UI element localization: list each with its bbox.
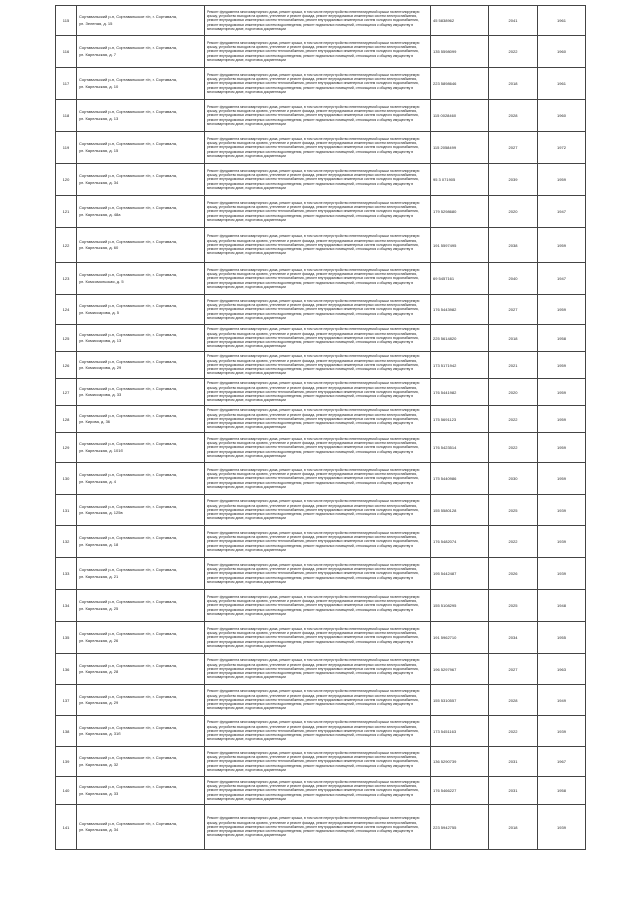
table-row — [56, 716, 586, 747]
table-row — [56, 164, 586, 196]
cost-cell: 155 5108295 — [431, 590, 489, 622]
work-description-text: Ремонт фундамента многоквартирного дома, ремонт крыши, в том числе переустройство невентилируемой крыши на вентилируемую крышу, устройство выходов на кровлю, утепление и ремонт фасада, ремонт внутридомовых инженерных систем электроснабжения, ремонт внутридомовых инженерных систем теплоснабжения, ремонт внутридомовых инженерных систем холодного водоснабжения, ремонт внутридомовых инженерных систем водоотведения, ремонт подвальных помещений, относящихся к общему имуществу в многоквартирном доме, подготовка документации — [207, 136, 420, 158]
address-line-district: Сортавальский р-н, Сортавальское г/п, г. Сортавала, — [79, 412, 178, 418]
table-row — [56, 100, 586, 132]
address-cell — [77, 558, 205, 590]
table-row — [56, 196, 586, 228]
row-number: 131 — [56, 495, 77, 526]
address-line-street: ул. Комиссарова, д. 13 — [79, 338, 122, 343]
work-description-cell — [205, 558, 431, 590]
work-description-cell — [205, 805, 431, 850]
work-description-text: Ремонт фундамента многоквартирного дома, ремонт крыши, в том числе переустройство невентилируемой крыши на вентилируемую крышу, устройство выходов на кровлю, утепление и ремонт фасада, ремонт внутридомовых инженерных систем электроснабжения, ремонт внутридомовых инженерных систем теплоснабжения, ремонт внутридомовых инженерных систем холодного водоснабжения, ремонт внутридомовых инженерных систем водоотведения, ремонт подвальных помещений, относящихся к общему имуществу в многоквартирном доме, подготовка документации — [207, 104, 420, 126]
work-description-text: Ремонт фундамента многоквартирного дома, ремонт крыши, в том числе переустройство невентилируемой крыши на вентилируемую крышу, устройство выходов на кровлю, утепление и ремонт фасада, ремонт внутридомовых инженерных систем электроснабжения, ремонт внутридомовых инженерных систем теплоснабжения, ремонт внутридомовых инженерных систем холодного водоснабжения, ремонт внутридомовых инженерных систем водоотведения, ремонт подвальных помещений, относящихся к общему имуществу в многоквартирном доме, подготовка документации — [207, 9, 420, 31]
work-description-cell — [205, 406, 431, 433]
cost-cell: 155 5580128 — [431, 495, 489, 526]
build-year-cell: 1959 — [538, 463, 586, 495]
address-line-district: Сортавальский р-н, Сортавальское г/п, г. Сортавала, — [79, 503, 178, 509]
cost-cell: 175 5691123 — [431, 406, 489, 433]
address-line-street: ул. Карельская, д. 101б — [79, 447, 123, 453]
repair-year-cell: 2041 — [489, 6, 538, 36]
build-year-cell: 1939 — [538, 805, 586, 850]
address-line-street: ул. Карельская, д. 34 — [79, 179, 119, 185]
address-line-district: Сортавальский р-н, Сортавальское г/п, г. Сортавала, — [79, 784, 178, 790]
table-row — [56, 685, 586, 716]
capital-repair-table — [55, 5, 586, 850]
repair-year-cell: 2030 — [489, 463, 538, 495]
build-year-cell: 1948 — [538, 590, 586, 622]
row-number: 123 — [56, 263, 77, 295]
table-row — [56, 463, 586, 495]
repair-year-cell: 2018 — [489, 68, 538, 100]
repair-year-cell: 2031 — [489, 777, 538, 805]
work-description-cell — [205, 654, 431, 685]
cost-cell: 179 5298680 — [431, 196, 489, 228]
table-row — [56, 777, 586, 805]
address-line-street: ул. Зеленая, д. 15 — [79, 20, 113, 26]
address-cell — [77, 6, 205, 36]
work-description-cell — [205, 295, 431, 325]
work-description-cell — [205, 6, 431, 36]
cost-cell: 69 5457161 — [431, 263, 489, 295]
build-year-cell: 1949 — [538, 685, 586, 716]
work-description-cell — [205, 685, 431, 716]
address-cell — [77, 295, 205, 325]
work-description-text: Ремонт фундамента многоквартирного дома, ремонт крыши, в том числе переустройство невентилируемой крыши на вентилируемую крышу, устройство выходов на кровлю, утепление и ремонт фасада, ремонт внутридомовых инженерных систем электроснабжения, ремонт внутридомовых инженерных систем теплоснабжения, ремонт внутридомовых инженерных систем холодного водоснабжения, ремонт внутридомовых инженерных систем водоотведения, ремонт подвальных помещений, относящихся к общему имуществу в многоквартирном доме, подготовка документации — [207, 267, 420, 289]
work-description-cell — [205, 196, 431, 228]
table-row — [56, 406, 586, 433]
table-row — [56, 132, 586, 164]
table-row — [56, 495, 586, 526]
address-cell — [77, 325, 205, 352]
build-year-cell: 1939 — [538, 495, 586, 526]
work-description-text: Ремонт фундамента многоквартирного дома, ремонт крыши, в том числе переустройство невентилируемой крыши на вентилируемую крышу, устройство выходов на кровлю, утепление и ремонт фасада, ремонт внутридомовых инженерных систем электроснабжения, ремонт внутридомовых инженерных систем теплоснабжения, ремонт внутридомовых инженерных систем холодного водоснабжения, ремонт внутридомовых инженерных систем водоотведения, ремонт подвальных помещений, относящихся к общему имуществу в многоквартирном доме, подготовка документации — [207, 499, 420, 521]
table-row — [56, 622, 586, 654]
work-description-text: Ремонт фундамента многоквартирного дома, ремонт крыши, в том числе переустройство невентилируемой крыши на вентилируемую крышу, устройство выходов на кровлю, утепление и ремонт фасада, ремонт внутридомовых инженерных систем электроснабжения, ремонт внутридомовых инженерных систем теплоснабжения, ремонт внутридомовых инженерных систем холодного водоснабжения, ремонт внутридомовых инженерных систем водоотведения, ремонт подвальных помещений, относящихся к общему имуществу в многоквартирном доме, подготовка документации — [207, 562, 420, 584]
address-cell — [77, 685, 205, 716]
table-row — [56, 526, 586, 558]
address-line-street: ул. Карельская, д. 4 — [79, 478, 116, 484]
table-row — [56, 295, 586, 325]
work-description-cell — [205, 352, 431, 379]
work-description-cell — [205, 100, 431, 132]
address-cell — [77, 406, 205, 433]
repair-year-cell: 2027 — [489, 132, 538, 164]
cost-cell: 223 5942755 — [431, 805, 489, 850]
build-year-cell: 1939 — [538, 716, 586, 747]
build-year-cell: 1955 — [538, 622, 586, 654]
cost-cell: 45 5838962 — [431, 6, 489, 36]
cost-cell: 176 5482074 — [431, 526, 489, 558]
repair-year-cell: 2025 — [489, 495, 538, 526]
cost-cell: 176 5423514 — [431, 433, 489, 463]
repair-year-cell: 2038 — [489, 228, 538, 263]
row-number: 115 — [56, 6, 77, 36]
work-description-cell — [205, 325, 431, 352]
row-number: 140 — [56, 777, 77, 805]
cost-cell: 176 5443982 — [431, 295, 489, 325]
work-description-text: Ремонт фундамента многоквартирного дома, ремонт крыши, в том числе переустройство невентилируемой крыши на вентилируемую крышу, устройство выходов на кровлю, утепление и ремонт фасада, ремонт внутридомовых инженерных систем электроснабжения, ремонт внутридомовых инженерных систем теплоснабжения, ремонт внутридомовых инженерных систем холодного водоснабжения, ремонт внутридомовых инженерных систем водоотведения, ремонт подвальных помещений, относящихся к общему имуществу в многоквартирном доме, подготовка документации — [207, 408, 420, 430]
build-year-cell: 1939 — [538, 526, 586, 558]
address-line-street: ул. Карельская, д. 7 — [79, 51, 116, 57]
address-line-street: ул. Кирова, д. 36 — [79, 419, 111, 424]
address-line-district: Сортавальский р-н, Сортавальское г/п, г. Сортавала, — [79, 141, 178, 147]
address-line-street: ул. Карельская, д. 15 — [79, 147, 119, 153]
cost-cell: 196 5297967 — [431, 654, 489, 685]
repair-year-cell: 2028 — [489, 685, 538, 716]
work-description-cell — [205, 463, 431, 495]
work-description-text: Ремонт фундамента многоквартирного дома, ремонт крыши, в том числе переустройство невентилируемой крыши на вентилируемую крышу, устройство выходов на кровлю, утепление и ремонт фасада, ремонт внутридомовых инженерных систем электроснабжения, ремонт внутридомовых инженерных систем теплоснабжения, ремонт внутридомовых инженерных систем холодного водоснабжения, ремонт внутридомовых инженерных систем водоотведения, ремонт подвальных помещений, относящихся к общему имуществу в многоквартирном доме, подготовка документации — [207, 168, 420, 190]
work-description-cell — [205, 379, 431, 406]
table-row — [56, 805, 586, 850]
work-description-text: Ремонт фундамента многоквартирного дома, ремонт крыши, в том числе переустройство невентилируемой крыши на вентилируемую крышу, устройство выходов на кровлю, утепление и ремонт фасада, ремонт внутридомовых инженерных систем электроснабжения, ремонт внутридомовых инженерных систем теплоснабжения, ремонт внутридомовых инженерных систем холодного водоснабжения, ремонт внутридомовых инженерных систем водоотведения, ремонт подвальных помещений, относящихся к общему имуществу в многоквартирном доме, подготовка документации — [207, 467, 420, 489]
address-line-district: Сортавальский р-н, Сортавальское г/п, г. Сортавала, — [79, 14, 178, 20]
address-line-street: ул. Карельская, д. 33 — [79, 790, 119, 796]
work-description-text: Ремонт фундамента многоквартирного дома, ремонт крыши, в том числе переустройство невентилируемой крыши на вентилируемую крышу, устройство выходов на кровлю, утепление и ремонт фасада, ремонт внутридомовых инженерных систем электроснабжения, ремонт внутридомовых инженерных систем теплоснабжения, ремонт внутридомовых инженерных систем холодного водоснабжения, ремонт внутридомовых инженерных систем водоотведения, ремонт подвальных помещений, относящихся к общему имуществу в многоквартирном доме, подготовка документации — [207, 658, 420, 680]
table-row — [56, 654, 586, 685]
address-cell — [77, 747, 205, 777]
work-description-text: Ремонт фундамента многоквартирного дома, ремонт крыши, в том числе переустройство невентилируемой крыши на вентилируемую крышу, устройство выходов на кровлю, утепление и ремонт фасада, ремонт внутридомовых инженерных систем электроснабжения, ремонт внутридомовых инженерных систем теплоснабжения, ремонт внутридомовых инженерных систем холодного водоснабжения, ремонт внутридомовых инженерных систем водоотведения, ремонт подвальных помещений, относящихся к общему имуществу в многоквартирном доме, подготовка документации — [207, 40, 420, 62]
repair-year-cell: 2020 — [489, 379, 538, 406]
address-line-street: ул. Карельская, д. 13 — [79, 115, 119, 121]
address-cell — [77, 716, 205, 747]
work-description-text: Ремонт фундамента многоквартирного дома, ремонт крыши, в том числе переустройство невентилируемой крыши на вентилируемую крышу, устройство выходов на кровлю, утепление и ремонт фасада, ремонт внутридомовых инженерных систем электроснабжения, ремонт внутридомовых инженерных систем теплоснабжения, ремонт внутридомовых инженерных систем холодного водоснабжения, ремонт внутридомовых инженерных систем водоотведения, ремонт подвальных помещений, относящихся к общему имуществу в многоквартирном доме, подготовка документации — [207, 750, 420, 772]
cost-cell: 95 3 071905 — [431, 164, 489, 196]
work-description-text: Ремонт фундамента многоквартирного дома, ремонт крыши, в том числе переустройство невентилируемой крыши на вентилируемую крышу, устройство выходов на кровлю, утепление и ремонт фасада, ремонт внутридомовых инженерных систем электроснабжения, ремонт внутридомовых инженерных систем теплоснабжения, ремонт внутридомовых инженерных систем холодного водоснабжения, ремонт внутридомовых инженерных систем водоотведения, ремонт подвальных помещений, относящихся к общему имуществу в многоквартирном доме, подготовка документации — [207, 298, 420, 320]
address-cell — [77, 590, 205, 622]
repair-year-cell: 2031 — [489, 747, 538, 777]
address-cell — [77, 132, 205, 164]
address-line-street: ул. Карельская, д. 125в — [79, 510, 123, 515]
address-cell — [77, 379, 205, 406]
address-line-street: ул. Карельская, д. 25 — [79, 605, 119, 611]
address-cell — [77, 622, 205, 654]
repair-year-cell: 2039 — [489, 164, 538, 196]
build-year-cell: 1959 — [538, 352, 586, 379]
address-line-street: ул. Карельская, д. 34 — [79, 827, 119, 832]
work-description-cell — [205, 228, 431, 263]
table-row — [56, 747, 586, 777]
address-line-district: Сортавальский р-н, Сортавальское г/п, г. Сортавала, — [79, 205, 178, 211]
cost-cell: 155 5310557 — [431, 685, 489, 716]
work-description-text: Ремонт фундамента многоквартирного дома, ремонт крыши, в том числе переустройство невентилируемой крыши на вентилируемую крышу, устройство выходов на кровлю, утепление и ремонт фасада, ремонт внутридомовых инженерных систем электроснабжения, ремонт внутридомовых инженерных систем теплоснабжения, ремонт внутридомовых инженерных систем холодного водоснабжения, ремонт внутридомовых инженерных систем водоотведения, ремонт подвальных помещений, относящихся к общему имуществу в многоквартирном доме, подготовка документации — [207, 779, 420, 801]
work-description-text: Ремонт фундамента многоквартирного дома, ремонт крыши, в том числе переустройство невентилируемой крыши на вентилируемую крышу, устройство выходов на кровлю, утепление и ремонт фасада, ремонт внутридомовых инженерных систем электроснабжения, ремонт внутридомовых инженерных систем теплоснабжения, ремонт внутридомовых инженерных систем холодного водоснабжения, ремонт внутридомовых инженерных систем водоотведения, ремонт подвальных помещений, относящихся к общему имуществу в многоквартирном доме, подготовка документации — [207, 530, 420, 552]
address-line-street: ул. Комсомольская, д. 5 — [79, 278, 124, 284]
work-description-cell — [205, 36, 431, 68]
work-description-cell — [205, 164, 431, 196]
row-number: 118 — [56, 100, 77, 132]
work-description-text: Ремонт фундамента многоквартирного дома, ремонт крыши, в том числе переустройство невентилируемой крыши на вентилируемую крышу, устройство выходов на кровлю, утепление и ремонт фасада, ремонт внутридомовых инженерных систем электроснабжения, ремонт внутридомовых инженерных систем теплоснабжения, ремонт внутридомовых инженерных систем холодного водоснабжения, ремонт внутридомовых инженерных систем водоотведения, ремонт подвальных помещений, относящихся к общему имуществу в многоквартирном доме, подготовка документации — [207, 626, 420, 648]
address-cell — [77, 526, 205, 558]
address-line-street: ул. Комиссарова, д. 29 — [79, 365, 122, 370]
work-description-cell — [205, 716, 431, 747]
address-cell — [77, 352, 205, 379]
build-year-cell: 1958 — [538, 325, 586, 352]
address-line-district: Сортавальский р-н, Сортавальское г/п, г. Сортавала, — [79, 631, 178, 637]
row-number: 138 — [56, 716, 77, 747]
build-year-cell: 1959 — [538, 295, 586, 325]
build-year-cell: 1939 — [538, 558, 586, 590]
table-row — [56, 325, 586, 352]
row-number: 134 — [56, 590, 77, 622]
build-year-cell: 1959 — [538, 379, 586, 406]
address-cell — [77, 777, 205, 805]
build-year-cell: 1959 — [538, 406, 586, 433]
table-row — [56, 68, 586, 100]
work-description-cell — [205, 777, 431, 805]
repair-year-cell: 2028 — [489, 100, 538, 132]
address-line-district: Сортавальский р-н, Сортавальское г/п, г. Сортавала, — [79, 755, 178, 761]
address-line-street: ул. Карельская, д. 26 — [79, 637, 119, 643]
cost-cell: 136 5290739 — [431, 747, 489, 777]
cost-cell: 223 5898646 — [431, 68, 489, 100]
table-row — [56, 433, 586, 463]
address-line-district: Сортавальский р-н, Сортавальское г/п, г. Сортавала, — [79, 724, 178, 730]
address-line-street: ул. Карельская, д. 10 — [79, 83, 119, 89]
work-description-text: Ремонт фундамента многоквартирного дома, ремонт крыши, в том числе переустройство невентилируемой крыши на вентилируемую крышу, устройство выходов на кровлю, утепление и ремонт фасада, ремонт внутридомовых инженерных систем электроснабжения, ремонт внутридомовых инженерных систем теплоснабжения, ремонт внутридомовых инженерных систем холодного водоснабжения, ремонт внутридомовых инженерных систем водоотведения, ремонт подвальных помещений, относящихся к общему имуществу в многоквартирном доме, подготовка документации — [207, 72, 420, 94]
register-page — [55, 5, 585, 850]
address-line-district: Сортавальский р-н, Сортавальское г/п, г. Сортавала, — [79, 820, 178, 826]
work-description-cell — [205, 622, 431, 654]
work-description-text: Ремонт фундамента многоквартирного дома, ремонт крыши, в том числе переустройство невентилируемой крыши на вентилируемую крышу, устройство выходов на кровлю, утепление и ремонт фасада, ремонт внутридомовых инженерных систем электроснабжения, ремонт внутридомовых инженерных систем теплоснабжения, ремонт внутридомовых инженерных систем холодного водоснабжения, ремонт внутридомовых инженерных систем водоотведения, ремонт подвальных помещений, относящихся к общему имуществу в многоквартирном доме, подготовка документации — [207, 720, 420, 742]
work-description-cell — [205, 68, 431, 100]
row-number: 122 — [56, 228, 77, 263]
table-body — [56, 6, 586, 850]
address-cell — [77, 805, 205, 850]
address-line-district: Сортавальский р-н, Сортавальское г/п, г. Сортавала, — [79, 385, 178, 391]
address-line-district: Сортавальский р-н, Сортавальское г/п, г. Сортавала, — [79, 272, 178, 278]
row-number: 135 — [56, 622, 77, 654]
build-year-cell: 1972 — [538, 132, 586, 164]
row-number: 125 — [56, 325, 77, 352]
work-description-text: Ремонт фундамента многоквартирного дома, ремонт крыши, в том числе переустройство невентилируемой крыши на вентилируемую крышу, устройство выходов на кровлю, утепление и ремонт фасада, ремонт внутридомовых инженерных систем электроснабжения, ремонт внутридомовых инженерных систем теплоснабжения, ремонт внутридомовых инженерных систем холодного водоснабжения, ремонт внутридомовых инженерных систем водоотведения, ремонт подвальных помещений, относящихся к общему имуществу в многоквартирном доме, подготовка документации — [207, 327, 420, 349]
build-year-cell: 1959 — [538, 433, 586, 463]
row-number: 119 — [56, 132, 77, 164]
table-row — [56, 590, 586, 622]
address-line-district: Сортавальский р-н, Сортавальское г/п, г. Сортавала, — [79, 472, 178, 478]
address-line-street: ул. Карельская, д. 29 — [79, 700, 119, 705]
work-description-cell — [205, 263, 431, 295]
row-number: 141 — [56, 805, 77, 850]
repair-year-cell: 2026 — [489, 558, 538, 590]
row-number: 132 — [56, 526, 77, 558]
cost-cell: 191 5597495 — [431, 228, 489, 263]
address-line-street: ул. Карельская, д. 28 — [79, 669, 119, 674]
table-row — [56, 263, 586, 295]
row-number: 136 — [56, 654, 77, 685]
row-number: 117 — [56, 68, 77, 100]
address-cell — [77, 495, 205, 526]
cost-cell: 191 5962710 — [431, 622, 489, 654]
work-description-cell — [205, 526, 431, 558]
row-number: 121 — [56, 196, 77, 228]
work-description-cell — [205, 433, 431, 463]
cost-cell: 173 5451163 — [431, 716, 489, 747]
cost-cell: 115 0028460 — [431, 100, 489, 132]
cost-cell: 195 5442487 — [431, 558, 489, 590]
repair-year-cell: 2018 — [489, 805, 538, 850]
work-description-text: Ремонт фундамента многоквартирного дома, ремонт крыши, в том числе переустройство невентилируемой крыши на вентилируемую крышу, устройство выходов на кровлю, утепление и ремонт фасада, ремонт внутридомовых инженерных систем электроснабжения, ремонт внутридомовых инженерных систем теплоснабжения, ремонт внутридомовых инженерных систем холодного водоснабжения, ремонт внутридомовых инженерных систем водоотведения, ремонт подвальных помещений, относящихся к общему имуществу в многоквартирном доме, подготовка документации — [207, 234, 420, 256]
row-number: 139 — [56, 747, 77, 777]
build-year-cell: 1963 — [538, 654, 586, 685]
address-line-district: Сортавальский р-н, Сортавальское г/п, г. Сортавала, — [79, 173, 178, 179]
address-cell — [77, 196, 205, 228]
build-year-cell: 1958 — [538, 777, 586, 805]
row-number: 124 — [56, 295, 77, 325]
address-cell — [77, 36, 205, 68]
cost-cell: 225 5614820 — [431, 325, 489, 352]
row-number: 128 — [56, 406, 77, 433]
address-line-street: ул. Карельская, д. 48а — [79, 211, 121, 217]
address-line-district: Сортавальский р-н, Сортавальское г/п, г. Сортавала, — [79, 238, 178, 244]
address-line-street: ул. Комиссарова, д. 5 — [79, 309, 119, 315]
table-row — [56, 558, 586, 590]
table-row — [56, 379, 586, 406]
build-year-cell: 1959 — [538, 164, 586, 196]
row-number: 130 — [56, 463, 77, 495]
cost-cell: 173 5171942 — [431, 352, 489, 379]
table-row — [56, 228, 586, 263]
work-description-cell — [205, 495, 431, 526]
address-cell — [77, 263, 205, 295]
build-year-cell: 1961 — [538, 6, 586, 36]
cost-cell: 176 5441982 — [431, 379, 489, 406]
repair-year-cell: 2022 — [489, 526, 538, 558]
address-cell — [77, 228, 205, 263]
address-cell — [77, 463, 205, 495]
work-description-text: Ремонт фундамента многоквартирного дома, ремонт крыши, в том числе переустройство невентилируемой крыши на вентилируемую крышу, устройство выходов на кровлю, утепление и ремонт фасада, ремонт внутридомовых инженерных систем электроснабжения, ремонт внутридомовых инженерных систем теплоснабжения, ремонт внутридомовых инженерных систем холодного водоснабжения, ремонт внутридомовых инженерных систем водоотведения, ремонт подвальных помещений, относящихся к общему имуществу в многоквартирном доме, подготовка документации — [207, 689, 420, 711]
address-cell — [77, 433, 205, 463]
repair-year-cell: 2020 — [489, 196, 538, 228]
cost-cell: 175 5440986 — [431, 463, 489, 495]
address-line-district: Сортавальский р-н, Сортавальское г/п, г. Сортавала, — [79, 358, 178, 364]
work-description-text: Ремонт фундамента многоквартирного дома, ремонт крыши, в том числе переустройство невентилируемой крыши на вентилируемую крышу, устройство выходов на кровлю, утепление и ремонт фасада, ремонт внутридомовых инженерных систем электроснабжения, ремонт внутридомовых инженерных систем теплоснабжения, ремонт внутридомовых инженерных систем холодного водоснабжения, ремонт внутридомовых инженерных систем водоотведения, ремонт подвальных помещений, относящихся к общему имуществу в многоквартирном доме, подготовка документации — [207, 200, 420, 222]
work-description-text: Ремонт фундамента многоквартирного дома, ремонт крыши, в том числе переустройство невентилируемой крыши на вентилируемую крышу, устройство выходов на кровлю, утепление и ремонт фасада, ремонт внутридомовых инженерных систем электроснабжения, ремонт внутридомовых инженерных систем теплоснабжения, ремонт внутридомовых инженерных систем холодного водоснабжения, ремонт внутридомовых инженерных систем водоотведения, ремонт подвальных помещений, относящихся к общему имуществу в многоквартирном доме, подготовка документации — [207, 594, 420, 616]
row-number: 133 — [56, 558, 77, 590]
address-line-district: Сортавальский р-н, Сортавальское г/п, г. Сортавала, — [79, 662, 178, 668]
row-number: 126 — [56, 352, 77, 379]
build-year-cell: 1960 — [538, 36, 586, 68]
row-number: 120 — [56, 164, 77, 196]
build-year-cell: 1959 — [538, 228, 586, 263]
table-row — [56, 6, 586, 36]
repair-year-cell: 2040 — [489, 263, 538, 295]
address-line-district: Сортавальский р-н, Сортавальское г/п, г. Сортавала, — [79, 45, 178, 51]
repair-year-cell: 2022 — [489, 406, 538, 433]
address-line-street: ул. Карельская, д. 32 — [79, 761, 119, 767]
cost-cell: 176 5466227 — [431, 777, 489, 805]
address-line-district: Сортавальский р-н, Сортавальское г/п, г. Сортавала, — [79, 693, 178, 699]
address-line-district: Сортавальский р-н, Сортавальское г/п, г. Сортавала, — [79, 599, 178, 605]
repair-year-cell: 2027 — [489, 654, 538, 685]
repair-year-cell: 2022 — [489, 716, 538, 747]
table-row — [56, 352, 586, 379]
address-line-district: Сортавальский р-н, Сортавальское г/п, г. Сортавала, — [79, 77, 178, 83]
address-line-district: Сортавальский р-н, Сортавальское г/п, г. Сортавала, — [79, 331, 178, 337]
address-line-street: ул. Карельская, д. 18 — [79, 541, 119, 547]
address-cell — [77, 164, 205, 196]
build-year-cell: 1947 — [538, 196, 586, 228]
build-year-cell: 1961 — [538, 68, 586, 100]
cost-cell: 135 5598099 — [431, 36, 489, 68]
repair-year-cell: 2027 — [489, 295, 538, 325]
table-row — [56, 36, 586, 68]
repair-year-cell: 2022 — [489, 36, 538, 68]
repair-year-cell: 2022 — [489, 433, 538, 463]
address-cell — [77, 100, 205, 132]
address-line-street: ул. Карельская, д. 31б — [79, 731, 121, 736]
work-description-text: Ремонт фундамента многоквартирного дома, ремонт крыши, в том числе переустройство невентилируемой крыши на вентилируемую крышу, устройство выходов на кровлю, утепление и ремонт фасада, ремонт внутридомовых инженерных систем электроснабжения, ремонт внутридомовых инженерных систем теплоснабжения, ремонт внутридомовых инженерных систем холодного водоснабжения, ремонт внутридомовых инженерных систем водоотведения, ремонт подвальных помещений, относящихся к общему имуществу в многоквартирном доме, подготовка документации — [207, 381, 420, 403]
address-line-street: ул. Карельская, д. 60 — [79, 245, 119, 250]
repair-year-cell: 2025 — [489, 590, 538, 622]
work-description-cell — [205, 747, 431, 777]
address-line-district: Сортавальский р-н, Сортавальское г/п, г. Сортавала, — [79, 109, 178, 115]
work-description-text: Ремонт фундамента многоквартирного дома, ремонт крыши, в том числе переустройство невентилируемой крыши на вентилируемую крышу, устройство выходов на кровлю, утепление и ремонт фасада, ремонт внутридомовых инженерных систем электроснабжения, ремонт внутридомовых инженерных систем теплоснабжения, ремонт внутридомовых инженерных систем холодного водоснабжения, ремонт внутридомовых инженерных систем водоотведения, ремонт подвальных помещений, относящихся к общему имуществу в многоквартирном доме, подготовка документации — [207, 816, 420, 838]
address-cell — [77, 654, 205, 685]
address-line-district: Сортавальский р-н, Сортавальское г/п, г. Сортавала, — [79, 567, 178, 573]
build-year-cell: 1967 — [538, 747, 586, 777]
build-year-cell: 1960 — [538, 100, 586, 132]
address-line-street: ул. Карельская, д. 21 — [79, 573, 119, 579]
row-number: 137 — [56, 685, 77, 716]
work-description-cell — [205, 132, 431, 164]
row-number: 129 — [56, 433, 77, 463]
work-description-text: Ремонт фундамента многоквартирного дома, ремонт крыши, в том числе переустройство невентилируемой крыши на вентилируемую крышу, устройство выходов на кровлю, утепление и ремонт фасада, ремонт внутридомовых инженерных систем электроснабжения, ремонт внутридомовых инженерных систем теплоснабжения, ремонт внутридомовых инженерных систем холодного водоснабжения, ремонт внутридомовых инженерных систем водоотведения, ремонт подвальных помещений, относящихся к общему имуществу в многоквартирном доме, подготовка документации — [207, 354, 420, 376]
address-cell — [77, 68, 205, 100]
work-description-text: Ремонт фундамента многоквартирного дома, ремонт крыши, в том числе переустройство невентилируемой крыши на вентилируемую крышу, устройство выходов на кровлю, утепление и ремонт фасада, ремонт внутридомовых инженерных систем электроснабжения, ремонт внутридомовых инженерных систем теплоснабжения, ремонт внутридомовых инженерных систем холодного водоснабжения, ремонт внутридомовых инженерных систем водоотведения, ремонт подвальных помещений, относящихся к общему имуществу в многоквартирном доме, подготовка документации — [207, 436, 420, 458]
row-number: 127 — [56, 379, 77, 406]
address-line-district: Сортавальский р-н, Сортавальское г/п, г. Сортавала, — [79, 441, 178, 447]
address-line-street: ул. Комиссарова, д. 33 — [79, 392, 122, 397]
repair-year-cell: 2034 — [489, 622, 538, 654]
repair-year-cell: 2021 — [489, 352, 538, 379]
address-line-district: Сортавальский р-н, Сортавальское г/п, г. Сортавала, — [79, 303, 178, 309]
build-year-cell: 1947 — [538, 263, 586, 295]
cost-cell: 115 2058499 — [431, 132, 489, 164]
work-description-cell — [205, 590, 431, 622]
repair-year-cell: 2018 — [489, 325, 538, 352]
address-line-district: Сортавальский р-н, Сортавальское г/п, г. Сортавала, — [79, 535, 178, 541]
row-number: 116 — [56, 36, 77, 68]
